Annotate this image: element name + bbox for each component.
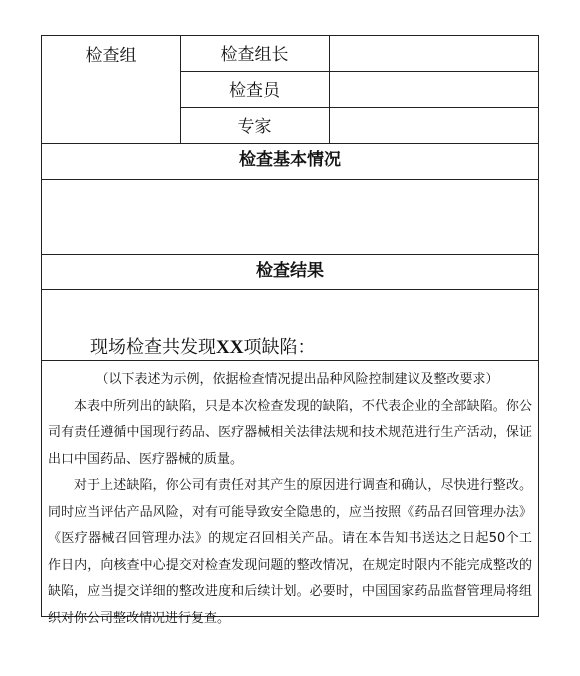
note-intro: （以下表述为示例，依据检查情况提出品种风险控制建议及整改要求） <box>95 372 499 387</box>
findings-summary <box>90 338 315 357</box>
column-divider-role <box>329 36 330 143</box>
row-divider-basic-heading <box>42 143 538 144</box>
inspector-label: 检查员 <box>229 81 280 101</box>
row-divider-result-heading <box>42 254 538 255</box>
group-leader-label: 检查组长 <box>220 45 289 65</box>
row-divider-result-body <box>42 289 538 290</box>
notes-paragraph-1: 本表中所列出的缺陷，只是本次检查发现的缺陷，不代表企业的全部缺陷。你公司有责任遵循中国现行药品、医疗器械相关法律法规和技术规范进行生产活动，保证出口中国药品、医疗器械的质量。 <box>48 398 532 467</box>
result-heading: 检查结果 <box>256 261 324 281</box>
row-divider-leader <box>180 71 538 72</box>
row-divider-basic-body <box>42 179 538 180</box>
findings-prefix: 现场检查共发现 <box>90 337 216 358</box>
notes-section <box>48 367 532 632</box>
findings-count: XX <box>216 337 244 358</box>
expert-label: 专家 <box>237 117 272 137</box>
row-divider-notes <box>42 360 538 361</box>
inspection-form-table <box>41 35 539 626</box>
inspection-group-label: 检查组 <box>85 46 137 66</box>
basic-info-heading: 检查基本情况 <box>239 150 341 170</box>
row-divider-inspector <box>180 107 538 108</box>
notes-paragraph-2: 对于上述缺陷，你公司有责任对其产生的原因进行调查和确认，尽快进行整改。同时应当评估产品风险，对有可能导致安全隐患的，应当按照《药品召回管理办法》《医疗器械召回管理办法》的规定召回相关产品。请在本告知书送达之日起50个工作日内，向核查中心提交对检查发现问题的整改情况，在规定时限内不能完成整改的缺陷，应当提交详细的整改进度和后续计划。必要时，中国国家药品监督管理局将组织对你公司整改情况进行复查。 <box>48 478 532 626</box>
findings-suffix: 项缺陷： <box>243 337 316 358</box>
